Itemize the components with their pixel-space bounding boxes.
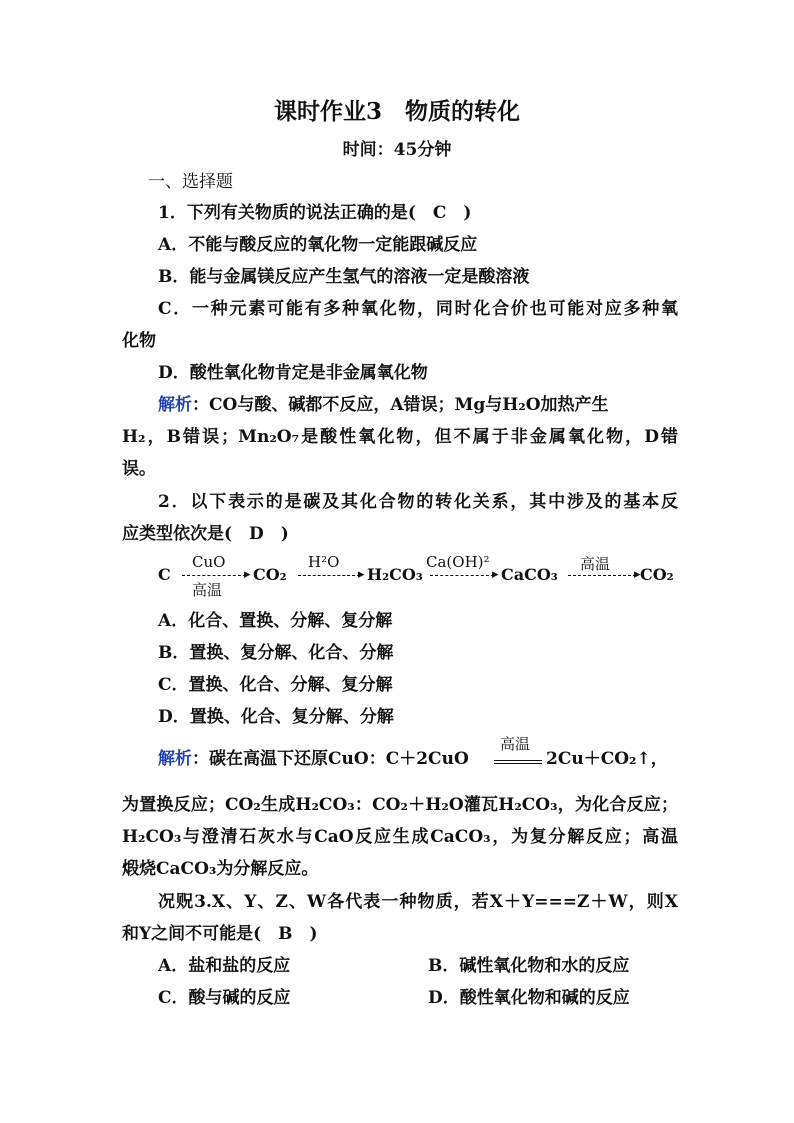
arrow-head-icon: ▸ (634, 567, 641, 582)
question-2-option-c: C．置换、化合、分解、复分解 (158, 675, 393, 695)
chain-condition-high-temp-2: 高温 (580, 555, 611, 573)
analysis-label: 解析 (158, 395, 192, 415)
chain-arrow-1 (182, 575, 246, 576)
question-2-stem-line-1: 2．以下表示的是碳及其化合物的转化关系，其中涉及的基本反 (158, 492, 678, 512)
chain-condition-high-temp: 高温 (192, 581, 223, 599)
chain-substance-h2co3: H₂CO₃ (367, 565, 423, 584)
question-2-analysis-line-2: 为置换反应；CO₂生成H₂CO₃：CO₂＋H₂O灌瓦H₂CO₃，为化合反应； (122, 795, 678, 815)
question-2-analysis-line-4: 煅烧CaCO₃为分解反应。 (122, 859, 319, 879)
question-3-stem-line-1: 况贶3.X、Y、Z、W各代表一种物质，若X＋Y===Z＋W，则X (158, 892, 678, 912)
arrow-head-icon: ▸ (244, 567, 251, 582)
question-3-option-a: A．盐和盐的反应 (158, 956, 291, 976)
analysis-equation-text (158, 747, 469, 771)
equation-equal-sign (494, 760, 542, 761)
question-1-analysis-line-2: H₂，B错误；Mn₂O₇是酸性氧化物，但不属于非金属氧化物，D错 (122, 427, 678, 447)
question-3-option-c: C．酸与碱的反应 (158, 988, 291, 1008)
equation-condition: 高温 (500, 735, 531, 753)
time-limit: 时间：45分钟 (342, 140, 452, 160)
chain-arrow-2 (298, 575, 360, 576)
question-3-option-d: D．酸性氧化物和碱的反应 (428, 988, 630, 1008)
arrow-head-icon: ▸ (492, 567, 499, 582)
page-title: 课时作业3 物质的转化 (273, 98, 520, 125)
question-2-analysis-equation (158, 733, 678, 783)
chain-arrow-4 (568, 575, 636, 576)
arrow-head-icon: ▸ (358, 567, 365, 582)
question-1-stem: 1．下列有关物质的说法正确的是( C ) (158, 203, 472, 223)
section-heading: 一、选择题 (148, 172, 233, 192)
question-1-analysis-line-1 (158, 393, 678, 417)
question-2-stem-line-2: 应类型依次是( D ) (122, 524, 289, 544)
equation-prefix: ：碳在高温下还原CuO：C＋2CuO (192, 749, 469, 769)
question-1-option-b: B．能与金属镁反应产生氢气的溶液一定是酸溶液 (158, 267, 530, 287)
question-3-option-b: B．碱性氧化物和水的反应 (428, 956, 630, 976)
question-2-analysis-line-3: H₂CO₃与澄清石灰水与CaO反应生成CaCO₃，为复分解反应；高温 (122, 827, 678, 847)
question-2-option-a: A．化合、置换、分解、复分解 (158, 611, 393, 631)
chain-substance-caco3: CaCO₃ (501, 565, 558, 584)
question-1-option-c-cont: 化物 (122, 331, 156, 351)
chain-condition-cuo: CuO (192, 553, 226, 571)
chain-condition-water: H²O (308, 553, 340, 571)
chain-substance-co2-final: CO₂ (640, 565, 674, 584)
question-2-option-d: D．置换、化合、复分解、分解 (158, 707, 394, 727)
chain-condition-caoh2: Ca(OH)² (426, 553, 490, 571)
analysis-text: ：CO与酸、碱都不反应，A错误；Mg与H₂O加热产生 (192, 395, 609, 415)
chain-arrow-3 (430, 575, 494, 576)
question-1-option-c: C．一种元素可能有多种氧化物，同时化合价也可能对应多种氧 (158, 299, 678, 319)
conversion-chain (158, 553, 678, 601)
question-3-stem-line-2: 和Y之间不可能是( B ) (122, 924, 318, 944)
equation-suffix: 2Cu＋CO₂↑， (546, 749, 668, 769)
analysis-label: 解析 (158, 749, 192, 769)
equation-equal-sign-lower (494, 763, 542, 764)
chain-substance-co2: CO₂ (253, 565, 287, 584)
question-1-option-a: A．不能与酸反应的氧化物一定能跟碱反应 (158, 235, 478, 255)
question-2-option-b: B．置换、复分解、化合、分解 (158, 643, 394, 663)
question-1-option-d: D．酸性氧化物肯定是非金属氧化物 (158, 363, 428, 383)
chain-substance-c: C (158, 565, 171, 584)
question-1-analysis-line-3: 误。 (122, 459, 156, 479)
